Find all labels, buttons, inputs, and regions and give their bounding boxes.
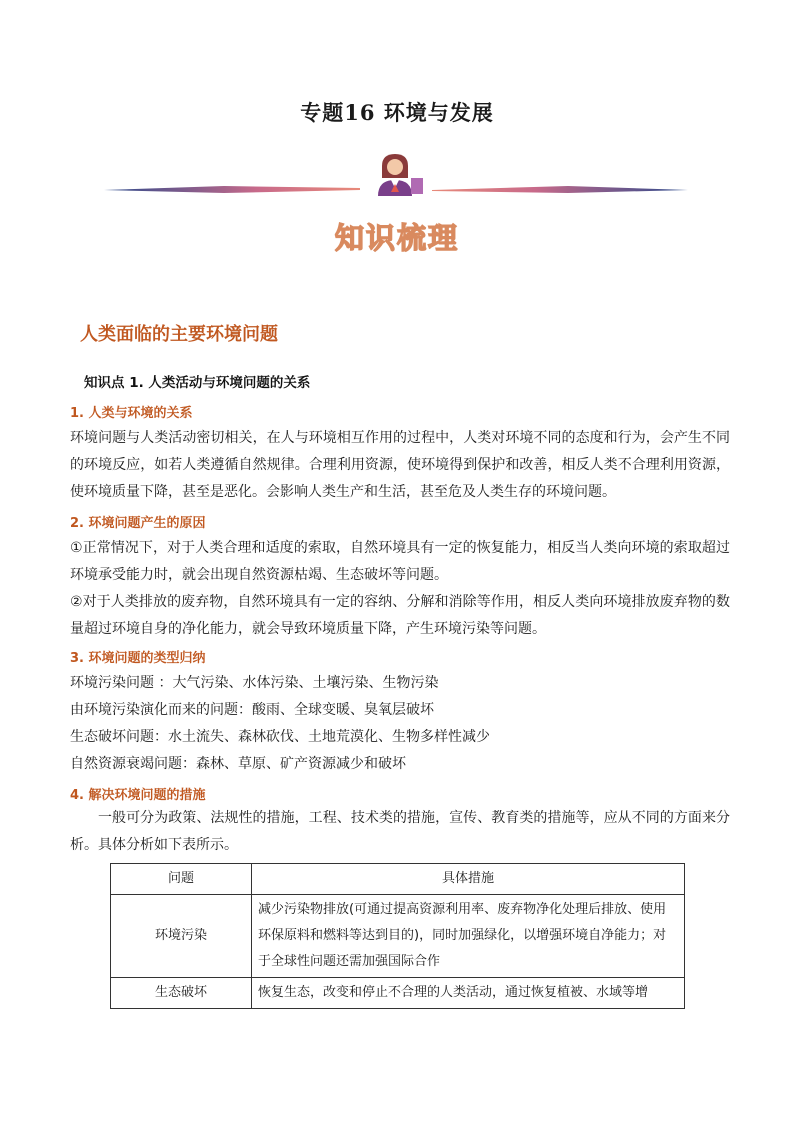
table-cell-issue: 环境污染 [111, 895, 252, 978]
paragraph-measures: 一般可分为政策、法规性的措施，工程、技术类的措施，宣传、教育类的措施等，应从不同的方面来分析。具体分析如下表所示。 [70, 810, 730, 853]
left-divider [104, 186, 360, 193]
subheading-types: 3. 环境问题的类型归纳 [70, 651, 206, 666]
knowledge-point-title: 知识点 1. 人类活动与环境问题的关系 [84, 375, 311, 391]
teacher-icon [378, 154, 423, 196]
type-line: 生态破坏问题：水土流失、森林砍伐、土地荒漠化、生物多样性减少 [70, 729, 490, 745]
type-line: 由环境污染演化而来的问题：酸雨、全球变暖、臭氧层破坏 [70, 702, 434, 718]
section-title: 人类面临的主要环境问题 [80, 324, 278, 345]
page-title: 专题16 环境与发展 [300, 100, 494, 125]
header-ornament [104, 150, 688, 200]
subheading-measures: 4. 解决环境问题的措施 [70, 788, 206, 803]
table-header-issue: 问题 [111, 864, 252, 895]
table-row [111, 978, 685, 1009]
paragraph-cause-1: ①正常情况下，对于人类合理和适度的索取，自然环境具有一定的恢复能力，相反当人类向环境的索取超过环境承受能力时，就会出现自然资源枯竭、生态破坏等问题。 [70, 540, 730, 583]
table-row [111, 895, 685, 978]
section-banner: 知识梳理 [334, 221, 459, 255]
subheading-relationship: 1. 人类与环境的关系 [70, 406, 193, 421]
type-line: 环境污染问题 ：大气污染、水体污染、土壤污染、生物污染 [70, 675, 439, 691]
subheading-causes: 2. 环境问题产生的原因 [70, 516, 206, 531]
measures-table [110, 863, 685, 1009]
table-header-row [111, 864, 685, 895]
table-cell-measure: 减少污染物排放(可通过提高资源利用率、废弃物净化处理后排放、使用环保原料和燃料等达到目的)，同时加强绿化，以增强环境自净能力；对于全球性问题还需加强国际合作 [252, 895, 685, 978]
type-line: 自然资源衰竭问题：森林、草原、矿产资源减少和破坏 [70, 756, 406, 772]
table-cell-measure: 恢复生态，改变和停止不合理的人类活动，通过恢复植被、水域等增 [252, 978, 685, 1009]
right-divider [432, 186, 688, 193]
table-cell-issue: 生态破坏 [111, 978, 252, 1009]
paragraph-relationship: 环境问题与人类活动密切相关，在人与环境相互作用的过程中，人类对环境不同的态度和行为，会产生不同的环境反应，如若人类遵循自然规律。合理利用资源，使环境得到保护和改善，相反人类不合理利用资源，使环境质量下降，甚至是恶化。会影响人类生产和生活，甚至危及人类生存的环境问题。 [70, 430, 730, 500]
table-header-measure: 具体措施 [252, 864, 685, 895]
paragraph-cause-2: ②对于人类排放的废弃物，自然环境具有一定的容纳、分解和消除等作用，相反人类向环境排放废弃物的数量超过环境自身的净化能力，就会导致环境质量下降，产生环境污染等问题。 [70, 594, 730, 637]
